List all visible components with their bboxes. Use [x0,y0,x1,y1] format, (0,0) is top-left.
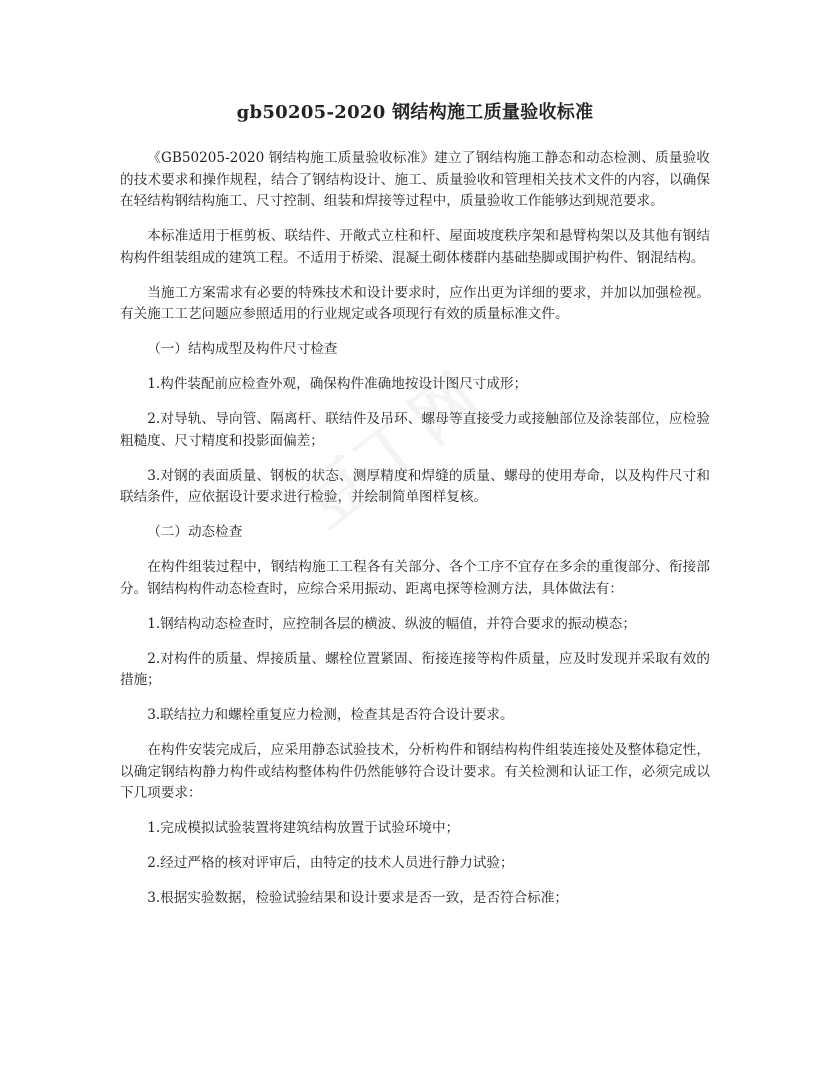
list-item: 1.构件装配前应检查外观，确保构件准确地按设计图尺寸成形； [147,376,528,392]
section-heading-2: （二）动态检查 [147,524,243,540]
list-item: 2.对构件的质量、焊接质量、螺栓位置紧固、衔接连接等构件质量，应及时发现并采取有效的措施； [120,650,710,688]
list-item: 1.完成模拟试验装置将建筑结构放置于试验环境中； [147,820,460,836]
static-test-paragraph: 在构件安装完成后，应采用静态试验技术，分析构件和钢结构构件组装连接处及整体稳定性，以确定钢结构静力构件或结构整体构件仍然能够符合设计要求。有关检测和认证工作，必须完成以下几项要求： [120,742,710,801]
list-item: 3.对钢的表面质量、钢板的状态、测厚精度和焊缝的质量、螺母的使用寿命，以及构件尺寸和联结条件，应依据设计要求进行检验，并绘制简单图样复核。 [120,467,710,505]
list-item: 2.经过严格的核对评审后，由特定的技术人员进行静力试验； [147,855,514,871]
dynamic-check-paragraph: 在构件组装过程中，钢结构施工工程各有关部分、各个工序不宜存在多余的重復部分、衔接部分。钢结构构件动态检查时，应综合采用振动、距离电探等检测方法，具体做法有： [120,559,710,597]
special-requirements-paragraph: 当施工方案需求有必要的特殊技术和设计要求时，应作出更为详细的要求，并加以加强检视。有关施工工艺问题应参照适用的行业规定或各项现行有效的质量标准文件。 [120,284,710,322]
list-item: 2.对导轨、导向管、隔离杆、联结件及吊环、螺母等直接受力或接触部位及涂装部位，应检验粗糙度、尺寸精度和投影面偏差； [120,411,710,449]
document-page [120,100,710,923]
section-heading-1: （一）结构成型及构件尺寸检查 [147,341,338,357]
list-item: 1.钢结构动态检查时，应控制各层的横波、纵波的幅值，并符合要求的振动模态； [147,615,636,632]
list-item: 3.根据实验数据，检验试验结果和设计要求是否一致，是否符合标准； [147,890,568,906]
list-item: 3.联结拉力和螺栓重复应力检测，检查其是否符合设计要求。 [147,707,514,723]
document-title: gb50205-2020 钢结构施工质量验收标准 [236,102,594,123]
scope-paragraph: 本标准适用于框剪板、联结件、开敞式立柱和杆、屋面坡度秩序架和悬臂构架以及其他有钢结构构件组装组成的建筑工程。不适用于桥梁、混凝土砌体楼群内基础垫脚或围护构件、钢混结构。 [120,228,710,266]
intro-paragraph: 《GB50205-2020 钢结构施工质量验收标准》建立了钢结构施工静态和动态检测、质量验收的技术要求和操作规程，结合了钢结构设计、施工、质量验收和管理相关技术文件的内容，以确保在轻结构钢结构施工、尺寸控制、组装和焊接等过程中，质量验收工作能够达到规范要求。 [120,150,710,209]
